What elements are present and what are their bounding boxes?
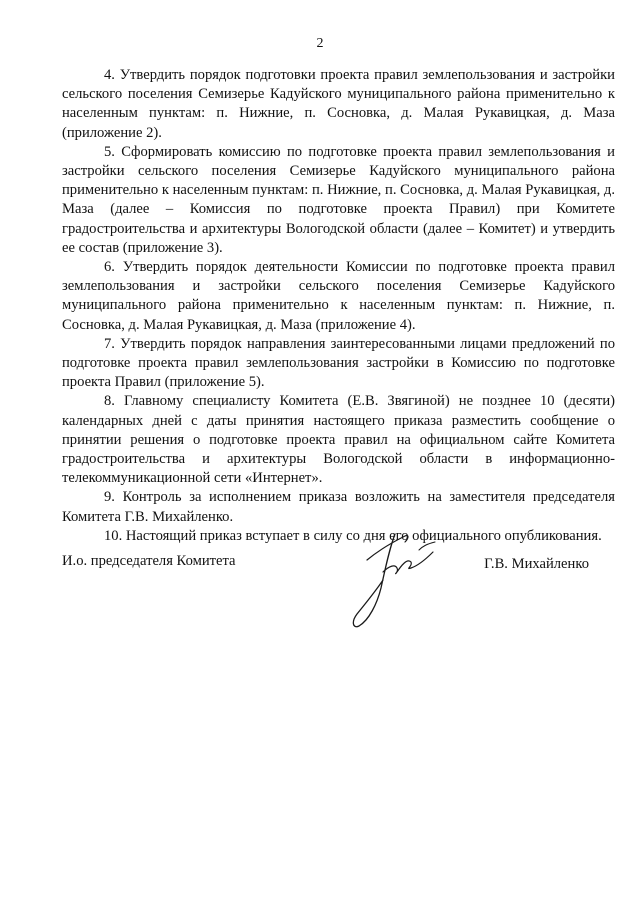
signature-stroke-loop	[383, 552, 433, 574]
handwritten-signature	[345, 522, 445, 634]
order-body	[62, 66, 615, 546]
signer-title: И.о. председателя Комитета	[62, 553, 236, 569]
signature-stroke-main	[353, 534, 395, 627]
paragraph-8: 8. Главному специалисту Комитета (Е.В. Звягиной) не позднее 10 (десяти) календарных дней с даты принятия настоящего приказа разместить сообщение о принятии решения о подготовке проекта правил на официальном сайте Комитета градостроительства и архитектуры Вологодской области в информационно-телекоммуникационной сети «Интернет».	[62, 393, 615, 487]
signature-block	[62, 553, 615, 575]
paragraph-7: 7. Утвердить порядок направления заинтересованными лицами предложений по подготовке проекта правил землепользования застройки в Комиссию по подготовке проекта Правил (приложение 5).	[62, 335, 615, 391]
page-number: 2	[316, 36, 324, 51]
paragraph-6: 6. Утвердить порядок деятельности Комиссии по подготовке проекта правил землепользования и застройки сельского поселения Семизерье Кадуйского муниципального района применительно к населенным пунктам: п. Нижние, п. Сосновка, д. Малая Рукавицкая, д. Маза (приложение 4).	[62, 259, 615, 333]
paragraph-4: 4. Утвердить порядок подготовки проекта правил землепользования и застройки сельского поселения Семизерье Кадуйского муниципального района применительно к населенным пунктам: п. Нижние, п. Сосновка, д. Малая Рукавицкая, д. Маза (приложение 2).	[62, 67, 615, 141]
signer-name: Г.В. Михайленко	[484, 556, 589, 572]
paragraph-9: 9. Контроль за исполнением приказа возложить на заместителя председателя Комитета Г.В. Михайленко.	[62, 489, 615, 525]
signature-stroke-tail	[419, 542, 435, 550]
paragraph-5: 5. Сформировать комиссию по подготовке проекта правил землепользования и застройки сельского поселения Семизерье Кадуйского муниципального района применительно к населенным пунктам: п. Нижние, п. Сосновка, д. Малая Рукавицкая, д. Маза (далее – Комиссия по подготовке проекта Правил) при Комитете градостроительства и архитектуры Вологодской области (далее – Комитет) и утвердить ее состав (приложение 3).	[62, 143, 615, 256]
paragraph-10: 10. Настоящий приказ вступает в силу со дня его официального опубликования.	[104, 527, 602, 544]
signature-stroke-top	[367, 535, 408, 560]
